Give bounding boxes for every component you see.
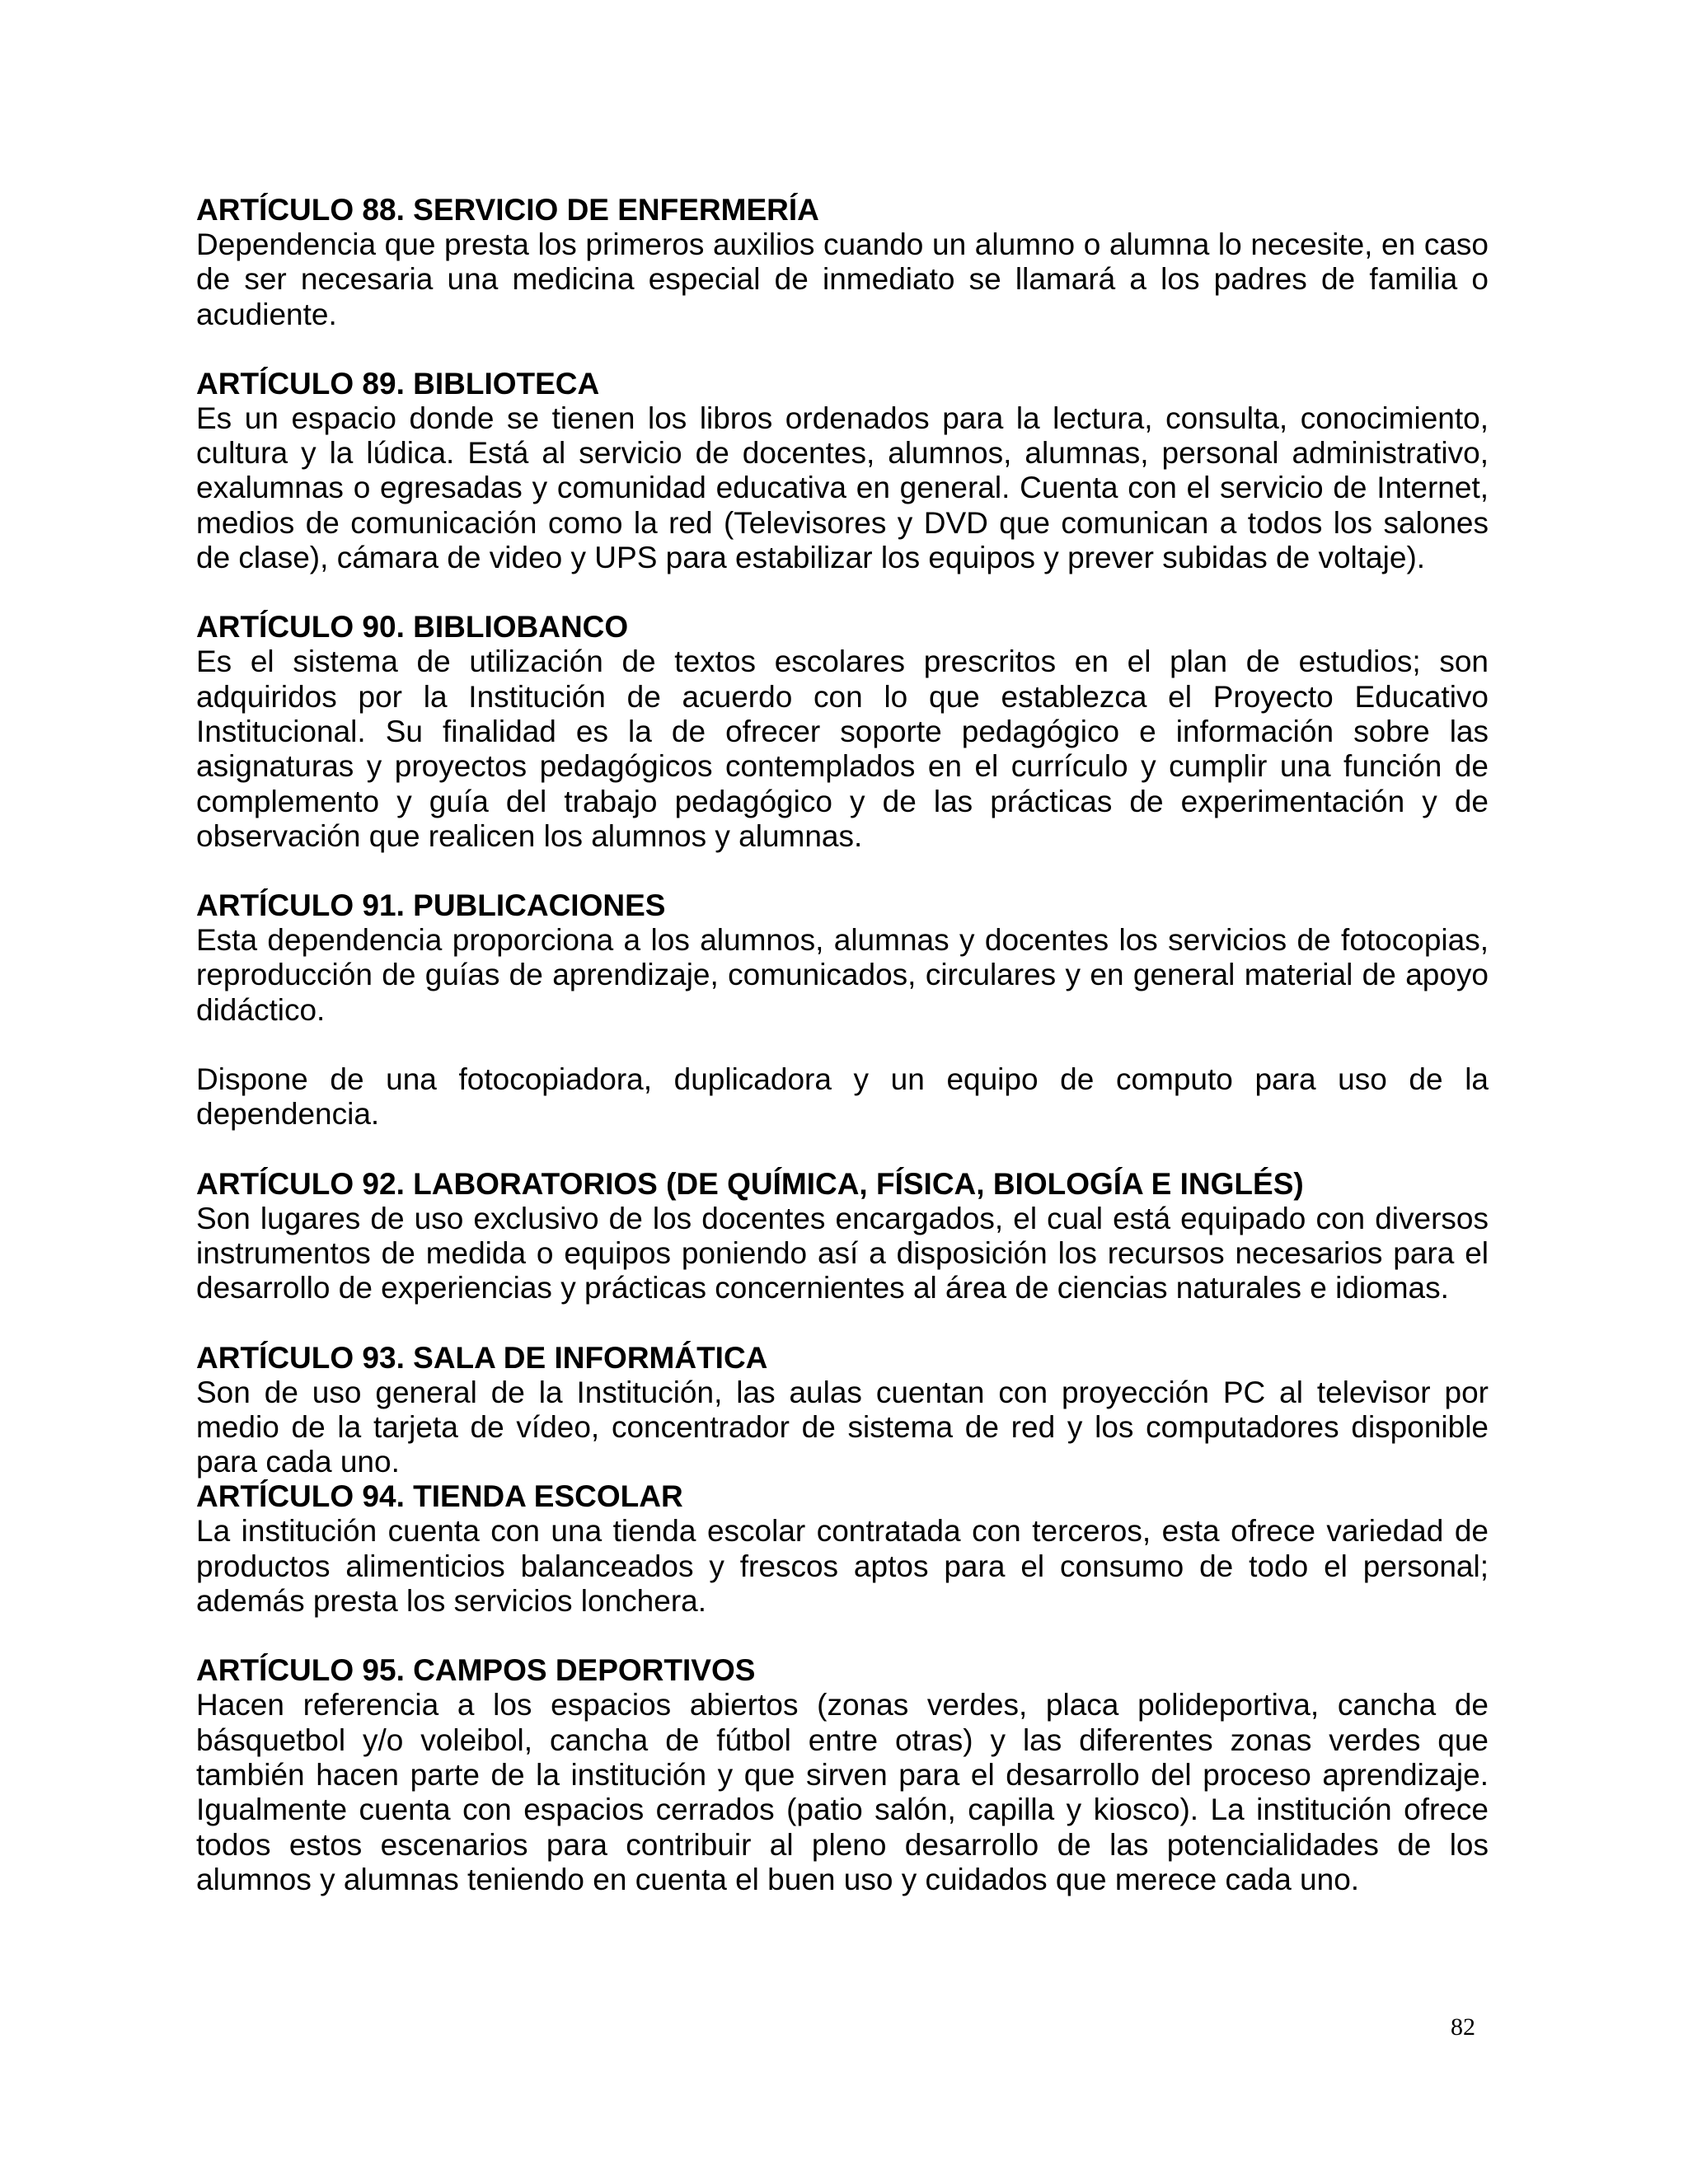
article-paragraph: Hacen referencia a los espacios abiertos (zonas verdes, placa polideportiva, cancha de básquetbol y/o voleibol, cancha de fútbol entre otras) y las diferentes zonas verdes que también hacen parte de la institución y que sirven para el desarrollo del proceso aprendizaje. Igualmente cuenta con espacios cerrados (patio salón, capilla y kiosco). La institución ofrece todos estos escenarios para contribuir al pleno desarrollo de las potencialidades de los alumnos y alumnas teniendo en cuenta el buen uso y cuidados que merece cada uno. xyxy=(196,1688,1489,1896)
spacer xyxy=(196,854,1489,888)
article-91 xyxy=(196,888,1489,1132)
spacer xyxy=(196,1306,1489,1341)
spacer xyxy=(196,1028,1489,1062)
article-heading: ARTÍCULO 95. CAMPOS DEPORTIVOS xyxy=(196,1653,756,1688)
spacer xyxy=(196,1132,1489,1167)
article-paragraph: Es un espacio donde se tienen los libros ordenados para la lectura, consulta, conocimiento, cultura y la lúdica. Está al servicio de docentes, alumnos, alumnas, personal administrativo, exalumnas o egresadas y comunidad educativa en general. Cuenta con el servicio de Internet, medios de comunicación como la red (Televisores y DVD que comunican a todos los salones de clase), cámara de video y UPS para estabilizar los equipos y prever subidas de voltaje). xyxy=(196,401,1489,575)
article-heading: ARTÍCULO 92. LABORATORIOS (DE QUÍMICA, FÍSICA, BIOLOGÍA E INGLÉS) xyxy=(196,1166,1304,1201)
page-number: 82 xyxy=(1451,2013,1475,2041)
article-paragraph: Son de uso general de la Institución, las aulas cuentan con proyección PC al televisor por medio de la tarjeta de vídeo, concentrador de sistema de red y los computadores disponible para cada uno. xyxy=(196,1375,1489,1479)
article-88 xyxy=(196,193,1489,332)
article-heading: ARTÍCULO 93. SALA DE INFORMÁTICA xyxy=(196,1340,768,1375)
article-heading: ARTÍCULO 88. SERVICIO DE ENFERMERÍA xyxy=(196,193,819,227)
article-paragraph: Dependencia que presta los primeros auxilios cuando un alumno o alumna lo necesite, en caso de ser necesaria una medicina especial de inmediato se llamará a los padres de familia o acudiente. xyxy=(196,227,1489,331)
article-paragraph: Esta dependencia proporciona a los alumnos, alumnas y docentes los servicios de fotocopias, reproducción de guías de aprendizaje, comunicados, circulares y en general material de apoyo didáctico. xyxy=(196,923,1489,1027)
article-95 xyxy=(196,1653,1489,1897)
article-93 xyxy=(196,1341,1489,1480)
article-heading: ARTÍCULO 91. PUBLICACIONES xyxy=(196,888,666,923)
spacer xyxy=(196,575,1489,610)
article-heading: ARTÍCULO 94. TIENDA ESCOLAR xyxy=(196,1479,683,1514)
spacer xyxy=(196,1619,1489,1653)
article-paragraph: Dispone de una fotocopiadora, duplicadora y un equipo de computo para uso de la dependencia. xyxy=(196,1062,1489,1132)
article-94 xyxy=(196,1479,1489,1619)
article-paragraph: Son lugares de uso exclusivo de los docentes encargados, el cual está equipado con diversos instrumentos de medida o equipos poniendo así a disposición los recursos necesarios para el desarrollo de experiencias y prácticas concernientes al área de ciencias naturales e idiomas. xyxy=(196,1201,1489,1305)
article-92 xyxy=(196,1167,1489,1306)
article-paragraph: Es el sistema de utilización de textos escolares prescritos en el plan de estudios; son adquiridos por la Institución de acuerdo con lo que establezca el Proyecto Educativo Institucional. Su finalidad es la de ofrecer soporte pedagógico e información sobre las asignaturas y proyectos pedagógicos contemplados en el currículo y cumplir una función de complemento y guía del trabajo pedagógico y de las prácticas de experimentación y de observación que realicen los alumnos y alumnas. xyxy=(196,644,1489,853)
article-heading: ARTÍCULO 90. BIBLIOBANCO xyxy=(196,610,629,644)
article-90 xyxy=(196,610,1489,854)
article-heading: ARTÍCULO 89. BIBLIOTECA xyxy=(196,366,600,401)
page-content xyxy=(196,193,1489,1897)
article-89 xyxy=(196,367,1489,575)
article-paragraph: La institución cuenta con una tienda escolar contratada con terceros, esta ofrece variedad de productos alimenticios balanceados y frescos aptos para el consumo de todo el personal; además presta los servicios lonchera. xyxy=(196,1514,1489,1619)
spacer xyxy=(196,332,1489,367)
